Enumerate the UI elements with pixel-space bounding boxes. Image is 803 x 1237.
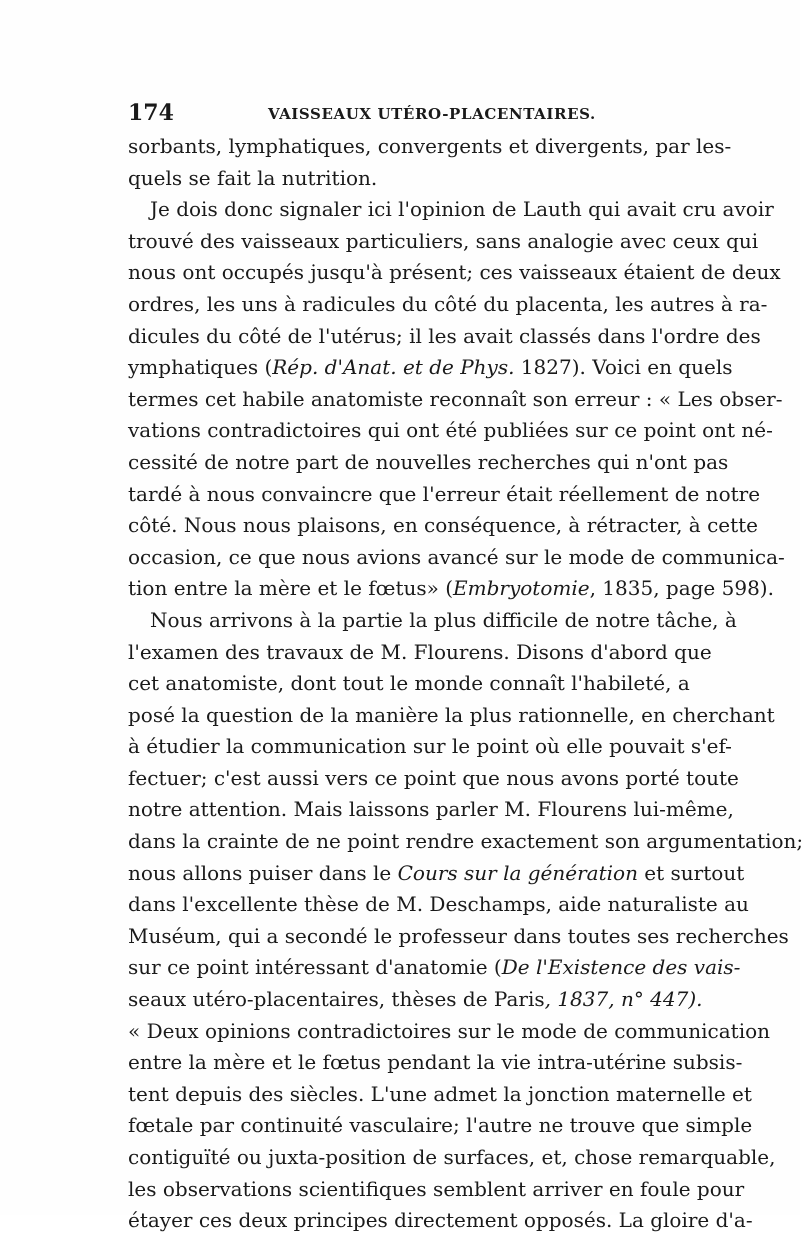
text-line bbox=[128, 163, 678, 195]
text-line bbox=[128, 573, 774, 605]
text-segment: côté. Nous nous plaisons, en conséquence, à rétracter, à cette bbox=[128, 513, 759, 538]
text-line bbox=[128, 826, 803, 858]
text-line bbox=[128, 415, 773, 447]
text-line bbox=[128, 289, 768, 321]
page-number: 174 bbox=[128, 100, 174, 126]
body-text bbox=[128, 131, 803, 1237]
text-line bbox=[128, 447, 729, 479]
text-line bbox=[128, 321, 761, 353]
text-segment: nous allons puiser dans le bbox=[128, 860, 398, 885]
text-line bbox=[128, 984, 703, 1016]
text-segment: trouvé des vaisseaux particuliers, sans analogie avec ceux qui bbox=[128, 228, 759, 253]
text-segment: sur ce point intéressant d'anatomie ( bbox=[128, 955, 502, 980]
text-segment: nous ont occupés jusqu'à présent; ces vaisseaux étaient de deux bbox=[128, 260, 781, 285]
text-segment: fœtale par continuité vasculaire; l'autre ne trouve que simple bbox=[128, 1113, 753, 1138]
text-segment: « Deux opinions contradictoires sur le mode de communication bbox=[128, 1018, 771, 1043]
text-segment: tion entre la mère et le fœtus» ( bbox=[128, 576, 454, 601]
text-line bbox=[128, 794, 734, 826]
text-segment: ymphatiques ( bbox=[128, 355, 273, 380]
text-line bbox=[128, 194, 774, 226]
text-segment: ordres, les uns à radicules du côté du placenta, les autres à ra- bbox=[128, 291, 768, 316]
italic-citation: Rép. d'Anat. et de Phys. bbox=[272, 355, 515, 380]
text-line bbox=[128, 1205, 753, 1237]
text-segment: vations contradictoires qui ont été publiées sur ce point ont né- bbox=[128, 418, 773, 443]
text-segment: , 1835, page 598). bbox=[589, 576, 774, 601]
text-line bbox=[128, 1047, 743, 1079]
text-segment: étayer ces deux principes directement opposés. La gloire d'a- bbox=[128, 1208, 753, 1233]
text-line bbox=[128, 384, 783, 416]
text-line bbox=[128, 889, 749, 921]
text-segment: Nous arrivons à la partie la plus difficile de notre tâche, à bbox=[150, 607, 737, 632]
italic-citation: , 1837, n° 447). bbox=[544, 987, 703, 1012]
text-line bbox=[128, 763, 739, 795]
text-line bbox=[128, 352, 733, 384]
text-line bbox=[128, 226, 759, 258]
text-segment: et surtout bbox=[637, 860, 745, 885]
text-segment: dans l'excellente thèse de M. Deschamps, aide naturaliste au bbox=[128, 892, 749, 917]
text-line bbox=[128, 700, 775, 732]
running-title: VAISSEAUX UTÉRO-PLACENTAIRES. bbox=[268, 105, 596, 123]
text-segment: notre attention. Mais laissons parler M. Flourens lui-même, bbox=[128, 797, 734, 822]
text-segment: fectuer; c'est aussi vers ce point que nous avons porté toute bbox=[128, 765, 739, 790]
text-segment: entre la mère et le fœtus pendant la vie intra-utérine subsis- bbox=[128, 1050, 743, 1075]
text-segment: contiguïté ou juxta-position de surfaces, et, chose remarquable, bbox=[128, 1145, 776, 1169]
text-segment: sorbants, lymphatiques, convergents et divergents, par les- bbox=[128, 134, 732, 158]
text-segment: Muséum, qui a secondé le professeur dans toutes ses recherches bbox=[128, 923, 789, 948]
text-line bbox=[128, 1142, 776, 1174]
text-line bbox=[128, 510, 759, 542]
text-line bbox=[128, 479, 761, 511]
text-line bbox=[128, 731, 732, 763]
text-line bbox=[128, 542, 785, 574]
text-line bbox=[128, 858, 745, 890]
text-line bbox=[128, 637, 712, 669]
text-line bbox=[128, 1110, 753, 1142]
text-segment: l'examen des travaux de M. Flourens. Disons d'abord que bbox=[128, 639, 712, 664]
text-segment: cessité de notre part de nouvelles recherches qui n'ont pas bbox=[128, 449, 729, 474]
text-segment: à étudier la communication sur le point où elle pouvait s'ef- bbox=[128, 734, 732, 759]
text-line bbox=[128, 1174, 745, 1206]
text-segment: tardé à nous convaincre que l'erreur était réellement de notre bbox=[128, 481, 761, 506]
text-line bbox=[128, 921, 789, 953]
text-line bbox=[128, 1016, 771, 1048]
italic-citation: Cours sur la génération bbox=[397, 860, 638, 885]
text-segment: quels se fait la nutrition. bbox=[128, 165, 378, 190]
text-line bbox=[128, 952, 741, 984]
text-segment: les observations scientifiques semblent arriver en foule pour bbox=[128, 1176, 745, 1201]
text-line bbox=[128, 605, 737, 637]
italic-citation: De l'Existence des vais- bbox=[501, 955, 741, 980]
text-segment: dans la crainte de ne point rendre exactement son argumentation; bbox=[128, 829, 803, 854]
text-line bbox=[128, 668, 690, 700]
page-header bbox=[128, 100, 678, 130]
text-line bbox=[128, 1079, 752, 1111]
text-segment: seaux utéro-placentaires, thèses de Paris bbox=[128, 987, 545, 1012]
text-segment: posé la question de la manière la plus rationnelle, en cherchant bbox=[128, 702, 775, 727]
italic-citation: Embryotomie bbox=[453, 576, 590, 601]
text-segment: 1827). Voici en quels bbox=[514, 355, 733, 380]
text-segment: tent depuis des siècles. L'une admet la jonction maternelle et bbox=[128, 1081, 752, 1106]
text-segment: Je dois donc signaler ici l'opinion de Lauth qui avait cru avoir bbox=[150, 197, 774, 222]
text-line bbox=[128, 257, 781, 289]
text-segment: cet anatomiste, dont tout le monde connaît l'habileté, a bbox=[128, 671, 690, 696]
text-segment: occasion, ce que nous avions avancé sur le mode de communica- bbox=[128, 544, 785, 569]
text-segment: termes cet habile anatomiste reconnaît son erreur : « Les obser- bbox=[128, 386, 783, 411]
text-line bbox=[128, 131, 732, 163]
text-segment: dicules du côté de l'utérus; il les avait classés dans l'ordre des bbox=[128, 323, 761, 348]
